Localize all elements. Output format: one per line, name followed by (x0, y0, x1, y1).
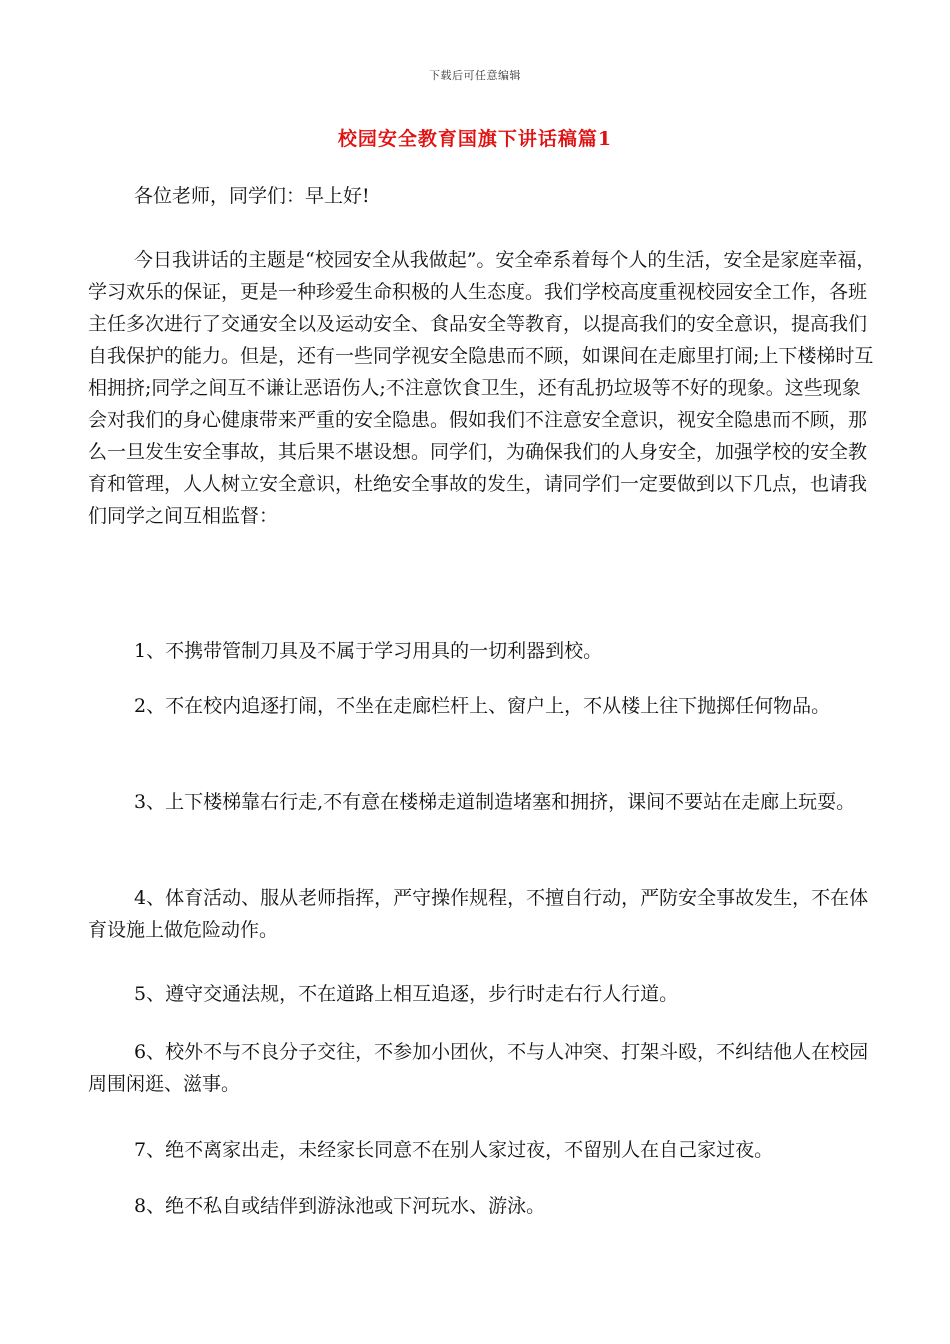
header-note: 下载后可任意编辑 (429, 69, 521, 82)
greeting-paragraph: 各位老师，同学们：早上好! (134, 185, 370, 207)
list-item-1: 1、不携带管制刀具及不属于学习用具的一切利器到校。 (134, 640, 603, 662)
page-title: 校园安全教育国旗下讲话稿篇1 (337, 128, 613, 150)
list-item-7: 7、绝不离家出走，未经家长同意不在别人家过夜，不留别人在自己家过夜。 (134, 1139, 774, 1161)
list-item-8: 8、绝不私自或结伴到游泳池或下河玩水、游泳。 (134, 1195, 546, 1217)
list-item-3: 3、上下楼梯靠右行走,不有意在楼梯走道制造堵塞和拥挤，课间不要站在走廊上玩耍。 (134, 791, 856, 813)
list-item-4: 4、体育活动、服从老师指挥，严守操作规程，不擅自行动，严防安全事故发生，不在体育设施上做危险动作。 (88, 887, 869, 941)
list-item-6: 6、校外不与不良分子交往，不参加小团伙，不与人冲突、打架斗殴，不纠结他人在校园周围闲逛、滋事。 (88, 1041, 869, 1095)
list-item-2: 2、不在校内追逐打闹，不坐在走廊栏杆上、窗户上，不从楼上往下抛掷任何物品。 (134, 695, 831, 717)
list-item-5: 5、遵守交通法规，不在道路上相互追逐，步行时走右行人行道。 (134, 983, 679, 1005)
intro-paragraph: 今日我讲话的主题是“校园安全从我做起”。安全牵系着每个人的生活，安全是家庭幸福，学习欢乐的保证，更是一种珍爱生命积极的人生态度。我们学校高度重视校园安全工作，各班主任多次进行了交通安全以及运动安全、食品安全等教育，以提高我们的安全意识，提高我们自我保护的能力。但是，还有一些同学视安全隐患而不顾，如课间在走廊里打闹;上下楼梯时互相拥挤;同学之间互不谦让恶语伤人;不注意饮食卫生，还有乱扔垃圾等不好的现象。这些现象会对我们的身心健康带来严重的安全隐患。假如我们不注意安全意识，视安全隐患而不顾，那么一旦发生安全事故，其后果不堪设想。同学们，为确保我们的人身安全，加强学校的安全教育和管理，人人树立安全意识，杜绝安全事故的发生，请同学们一定要做到以下几点，也请我们同学之间互相监督： (88, 249, 876, 527)
